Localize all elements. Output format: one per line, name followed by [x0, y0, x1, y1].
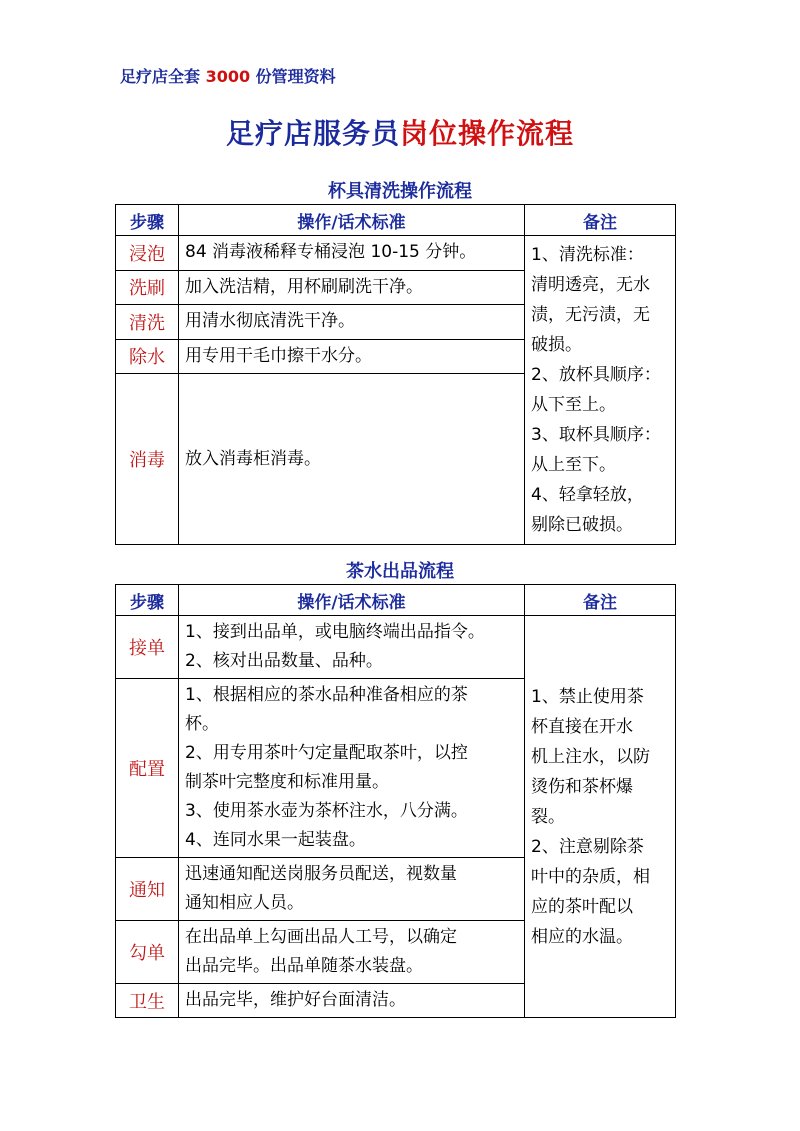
note-line: 烫伤和茶杯爆: [531, 776, 633, 797]
operation-line: 4、连同水果一起装盘。: [185, 830, 366, 850]
table-header-row: [116, 205, 676, 236]
operation-line: 2、核对出品数量、品种。: [185, 651, 383, 671]
operation-line: 杯。: [185, 714, 219, 734]
note-line: 叶中的杂质，相: [531, 866, 650, 887]
title-part1: 足疗店服务员: [225, 117, 400, 150]
column-header-note: 备注: [525, 205, 676, 236]
operation-line: 通知相应人员。: [185, 893, 304, 913]
note-line: 从下至上。: [531, 395, 616, 415]
title-part2: 岗位操作流程: [400, 117, 575, 150]
column-header-step: 步骤: [116, 585, 179, 616]
operation-line: 迅速通知配送岗服务员配送，视数量: [185, 864, 457, 884]
note-line: 1、清洗标准：: [531, 245, 644, 265]
operation-line: 用清水彻底清洗干净。: [185, 311, 355, 332]
operation-line: 2、用专用茶叶勺定量配取茶叶，以控: [185, 743, 468, 763]
operation-line: 用专用干毛巾擦干水分。: [185, 345, 372, 366]
operation-cell: [179, 616, 525, 679]
step-cell: 清洗: [116, 305, 179, 340]
operation-line: 84 消毒液稀释专桶浸泡 10-15 分钟。: [185, 242, 477, 263]
operation-line: 加入洗洁精，用杯刷刷洗干净。: [185, 276, 423, 297]
column-header-operation: 操作/话术标准: [179, 585, 525, 616]
page-title: [0, 112, 800, 152]
note-cell: [525, 236, 676, 545]
note-line: 从上至下。: [531, 455, 616, 475]
table2-title: 茶水出品流程: [346, 561, 454, 582]
note-line: 4、轻拿轻放，: [531, 485, 644, 505]
note-line: 机上注水，以防: [531, 746, 650, 767]
header-suffix: 份管理资料: [250, 67, 336, 86]
step-cell: 浸泡: [116, 236, 179, 271]
operation-cell: [179, 339, 525, 374]
step-cell: 配置: [116, 679, 179, 858]
note-line: 2、注意剔除茶: [531, 836, 644, 857]
step-cell: 消毒: [116, 374, 179, 545]
operation-cell: [179, 984, 525, 1018]
step-cell: 接单: [116, 616, 179, 679]
operation-line: 制茶叶完整度和标准用量。: [185, 772, 389, 792]
operation-cell: [179, 236, 525, 271]
table-header-row: [116, 585, 676, 616]
note-line: 1、禁止使用茶: [531, 686, 644, 707]
column-header-operation: 操作/话术标准: [179, 205, 525, 236]
header-count: 3000: [205, 67, 251, 86]
operation-line: 1、接到出品单，或电脑终端出品指令。: [185, 622, 485, 642]
operation-cell: [179, 270, 525, 305]
operation-line: 出品完毕，维护好台面清洁。: [185, 990, 406, 1010]
step-cell: 通知: [116, 858, 179, 921]
operation-line: 1、根据相应的茶水品种准备相应的茶: [185, 685, 468, 705]
note-cell: [525, 616, 676, 1018]
table1-title: 杯具清洗操作流程: [328, 181, 472, 202]
note-line: 破损。: [531, 335, 582, 355]
note-line: 相应的水温。: [531, 926, 633, 947]
step-cell: 勾单: [116, 921, 179, 984]
tea-service-table: [115, 584, 676, 1018]
note-line: 清明透亮，无水: [531, 275, 650, 295]
operation-line: 出品完毕。出品单随茶水装盘。: [185, 956, 423, 976]
table-row: [116, 616, 676, 679]
step-cell: 卫生: [116, 984, 179, 1018]
operation-cell: [179, 921, 525, 984]
column-header-note: 备注: [525, 585, 676, 616]
operation-cell: [179, 858, 525, 921]
operation-line: 在出品单上勾画出品人工号，以确定: [185, 927, 457, 947]
table-row: [116, 236, 676, 271]
note-line: 裂。: [531, 806, 565, 827]
step-cell: 洗刷: [116, 270, 179, 305]
note-line: 杯直接在开水: [531, 716, 633, 737]
note-line: 2、放杯具顺序：: [531, 365, 661, 385]
column-header-step: 步骤: [116, 205, 179, 236]
operation-cell: [179, 374, 525, 545]
note-line: 3、取杯具顺序：: [531, 425, 661, 445]
operation-cell: [179, 679, 525, 858]
header-line: [120, 64, 336, 87]
operation-cell: [179, 305, 525, 340]
operation-line: 放入消毒柜消毒。: [185, 448, 321, 469]
note-line: 应的茶叶配以: [531, 896, 633, 917]
operation-line: 3、使用茶水壶为茶杯注水，八分满。: [185, 801, 468, 821]
note-line: 渍，无污渍，无: [531, 305, 650, 325]
note-line: 剔除已破损。: [531, 515, 633, 535]
header-prefix: 足疗店全套: [120, 67, 206, 86]
cup-cleaning-table: [115, 204, 676, 545]
step-cell: 除水: [116, 339, 179, 374]
